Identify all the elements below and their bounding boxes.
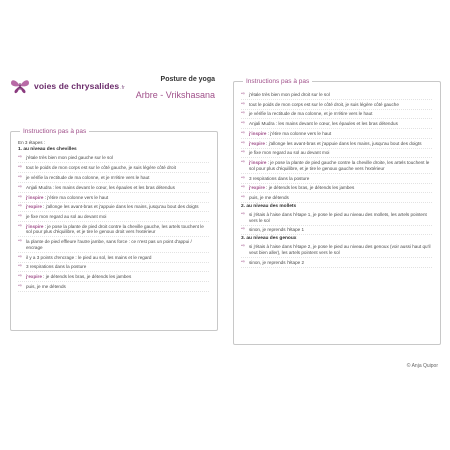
dotted-divider	[18, 291, 209, 292]
step-text	[249, 260, 304, 266]
dotted-divider	[241, 192, 432, 193]
arrow-right-icon: ⇨	[241, 121, 246, 127]
step-text	[26, 195, 108, 201]
step-item	[241, 141, 432, 147]
step-item	[18, 264, 209, 270]
arrow-right-icon: ⇨	[241, 130, 246, 136]
breath-keyword: j'inspire	[249, 130, 267, 136]
step-body: : j'étire ma colonne vers le haut	[43, 194, 109, 200]
breath-keyword: j'expire	[26, 274, 42, 280]
step-body: la plante de pied effleure l'autre jambe, sans force : ce n'est pas un point d'appui / encrage	[26, 239, 192, 250]
section-title: 3. au niveau des genoux	[241, 235, 297, 241]
step-text	[26, 204, 199, 210]
step-item	[18, 165, 209, 171]
step-list	[241, 92, 432, 203]
step-text	[249, 195, 289, 201]
arrow-right-icon: ⇨	[18, 223, 23, 229]
step-list	[241, 212, 432, 235]
dotted-divider	[241, 118, 432, 119]
step-text	[26, 185, 175, 191]
step-text	[249, 102, 399, 108]
step-text	[249, 227, 304, 233]
arrow-right-icon: ⇨	[241, 140, 246, 146]
dotted-divider	[18, 162, 209, 163]
dotted-divider	[18, 281, 209, 282]
butterfly-icon	[10, 78, 30, 94]
dotted-divider	[18, 211, 209, 212]
step-item	[241, 227, 432, 233]
step-item	[18, 175, 209, 181]
breath-keyword: j'expire	[249, 185, 265, 191]
step-item	[241, 150, 432, 156]
step-item	[18, 274, 209, 280]
step-body: : j'allonge les avant-bras et j'appuie dans les mains, jusqu'au bout des doigts	[264, 140, 422, 146]
step-body: si j'étais à l'aise dans l'étape 2, je pose le pied au niveau des genoux (voir aussi haut qu'il veut bien aller), les artels pointent vers le sol	[249, 244, 431, 255]
breath-keyword: j'expire	[249, 140, 265, 146]
arrow-right-icon: ⇨	[241, 150, 246, 156]
step-body: je fixe mon regard au sol au devant moi	[26, 214, 107, 220]
step-body: je fixe mon regard au sol au devant moi	[249, 150, 330, 156]
arrow-right-icon: ⇨	[18, 174, 23, 180]
step-list	[18, 155, 209, 292]
box-title-right: Instructions pas à pas	[243, 77, 312, 86]
dotted-divider	[18, 192, 209, 193]
dotted-divider	[241, 109, 432, 110]
step-text	[26, 255, 152, 261]
step-body: Anjali Mudra : les mains devant le cœur, les épaules et les bras détendus	[26, 184, 175, 190]
arrow-right-icon: ⇨	[18, 274, 23, 280]
dotted-divider	[241, 183, 432, 184]
dotted-divider	[18, 172, 209, 173]
step-item	[18, 155, 209, 161]
step-text	[249, 131, 331, 137]
dotted-divider	[241, 257, 432, 258]
step-body: j'étale très bien mon pied gauche sur le sol	[26, 155, 113, 161]
dotted-divider	[18, 236, 209, 237]
step-body: puis, je me détends	[249, 195, 289, 201]
dotted-divider	[18, 252, 209, 253]
breath-keyword: j'inspire	[249, 160, 267, 166]
step-text	[26, 264, 86, 270]
arrow-right-icon: ⇨	[241, 212, 246, 218]
step-text	[249, 212, 432, 223]
arrow-right-icon: ⇨	[18, 165, 23, 171]
arrow-right-icon: ⇨	[18, 184, 23, 190]
step-item	[18, 255, 209, 261]
arrow-right-icon: ⇨	[18, 214, 23, 220]
arrow-right-icon: ⇨	[241, 185, 246, 191]
step-text	[26, 214, 106, 220]
step-text	[249, 111, 372, 117]
step-text	[249, 150, 329, 156]
step-text	[26, 274, 131, 280]
section-title: 2. au niveau des mollets	[241, 203, 297, 209]
step-body: 3 respirations dans la posture	[26, 264, 87, 270]
step-body: sinon, je reprends l'étape 1	[249, 227, 305, 233]
step-body: j'étale très bien mon pied droit sur le sol	[249, 91, 330, 97]
step-item	[241, 160, 432, 171]
dotted-divider	[18, 271, 209, 272]
step-item	[18, 195, 209, 201]
step-text	[249, 185, 354, 191]
step-item	[241, 260, 432, 266]
step-text	[26, 175, 149, 181]
arrow-right-icon: ⇨	[18, 194, 23, 200]
step-body: : j'étire ma colonne vers le haut	[266, 130, 332, 136]
step-item	[18, 185, 209, 191]
dotted-divider	[241, 99, 432, 100]
box-content-left	[18, 140, 209, 292]
breath-keyword: j'inspire	[26, 223, 44, 229]
arrow-right-icon: ⇨	[241, 160, 246, 166]
dotted-divider	[18, 262, 209, 263]
step-item	[241, 111, 432, 117]
step-text	[26, 165, 176, 171]
step-text	[249, 141, 422, 147]
step-item	[241, 131, 432, 137]
dotted-divider	[18, 182, 209, 183]
step-body: si j'étais à l'aise dans l'étape 1, je pose le pied au niveau des mollets, les artels pointent vers le sol	[249, 212, 427, 223]
step-body: : je pose la plante de pied droit contre la cheville gauche, les artels touchent le sol pour plus d'équilibre, et je tire le genoux droit vers l'extérieur	[26, 223, 204, 235]
step-text	[26, 239, 209, 250]
arrow-right-icon: ⇨	[18, 239, 23, 245]
arrow-right-icon: ⇨	[18, 264, 23, 270]
step-body: je vérifie la rectitude de ma colonne, et je m'étire vers le haut	[26, 174, 150, 180]
step-body: : je détends les bras, je détends les jambes	[264, 185, 355, 191]
dotted-divider	[241, 138, 432, 139]
box-title-left: Instructions pas à pas	[20, 127, 89, 136]
step-item	[241, 121, 432, 127]
step-text	[249, 121, 398, 127]
arrow-right-icon: ⇨	[18, 155, 23, 161]
step-item	[241, 195, 432, 201]
step-list	[241, 244, 432, 267]
arrow-right-icon: ⇨	[241, 195, 246, 201]
step-body: il y a 3 points d'encrage : le pied au sol, les mains et le regard	[26, 254, 152, 260]
intro-text: En 3 étapes :	[18, 140, 46, 145]
step-body: sinon, je reprends l'étape 2	[249, 259, 305, 265]
step-text	[26, 155, 113, 161]
logo	[10, 78, 125, 94]
step-text	[26, 284, 66, 290]
logo-text: voies de chrysalides.fr	[34, 81, 125, 91]
copyright: © Anja Quipor	[406, 363, 438, 369]
box-content-right	[241, 90, 432, 268]
posture-label: Posture de yoga	[160, 76, 215, 83]
arrow-right-icon: ⇨	[241, 91, 246, 97]
step-text	[26, 224, 209, 235]
dotted-divider	[18, 221, 209, 222]
step-item	[18, 214, 209, 220]
logo-tld: .fr	[120, 85, 125, 91]
dotted-divider	[241, 267, 432, 268]
step-item	[241, 176, 432, 182]
arrow-right-icon: ⇨	[18, 254, 23, 260]
arrow-right-icon: ⇨	[241, 244, 246, 250]
step-body: je vérifie la rectitude de ma colonne, et je m'étire vers le haut	[249, 111, 373, 117]
dotted-divider	[18, 202, 209, 203]
step-item	[18, 284, 209, 290]
breath-keyword: j'inspire	[26, 194, 44, 200]
arrow-right-icon: ⇨	[18, 204, 23, 210]
breath-keyword: j'expire	[26, 204, 42, 210]
arrow-right-icon: ⇨	[241, 101, 246, 107]
instructions-box-left	[10, 128, 218, 331]
step-body: tout le poids de mon corps est sur le côté droit, je suis légère côté gauche	[249, 101, 399, 107]
step-item	[18, 224, 209, 235]
step-item	[241, 102, 432, 108]
section-title: 1. au niveau des chevilles	[18, 147, 77, 152]
arrow-right-icon: ⇨	[241, 227, 246, 233]
step-item	[18, 204, 209, 210]
dotted-divider	[241, 157, 432, 158]
arrow-right-icon: ⇨	[241, 111, 246, 117]
step-body: Anjali Mudra : les mains devant le cœur, les épaules et les bras détendus	[249, 121, 398, 127]
step-body: : j'allonge les avant-bras et j'appuie dans les mains, jusqu'au bout des doigts	[41, 204, 199, 210]
arrow-right-icon: ⇨	[18, 283, 23, 289]
dotted-divider	[241, 173, 432, 174]
step-text	[249, 244, 432, 255]
step-body: puis, je me détends	[26, 283, 66, 289]
step-body: : je pose la plante de pied gauche contre la cheville droite, les artels touchent le sol pour plus d'équilibre, et je tire le genoux gauche vers l'extérieur	[249, 160, 430, 171]
arrow-right-icon: ⇨	[241, 259, 246, 265]
dotted-divider	[241, 148, 432, 149]
step-body: tout le poids de mon corps est sur le côté gauche, je suis légère côté droit	[26, 165, 176, 171]
step-body: 3 respirations dans la posture	[249, 175, 310, 181]
dotted-divider	[241, 225, 432, 226]
step-item	[241, 244, 432, 255]
step-item	[18, 239, 209, 250]
posture-name: Arbre - Vrikshasana	[135, 90, 215, 100]
step-item	[241, 92, 432, 98]
dotted-divider	[241, 128, 432, 129]
step-item	[241, 185, 432, 191]
instructions-box-right	[233, 78, 441, 345]
step-text	[249, 160, 432, 171]
arrow-right-icon: ⇨	[241, 175, 246, 181]
step-body: : je détends les bras, je détends les jambes	[41, 274, 132, 280]
step-text	[249, 176, 309, 182]
step-item	[241, 212, 432, 223]
step-text	[249, 92, 330, 98]
